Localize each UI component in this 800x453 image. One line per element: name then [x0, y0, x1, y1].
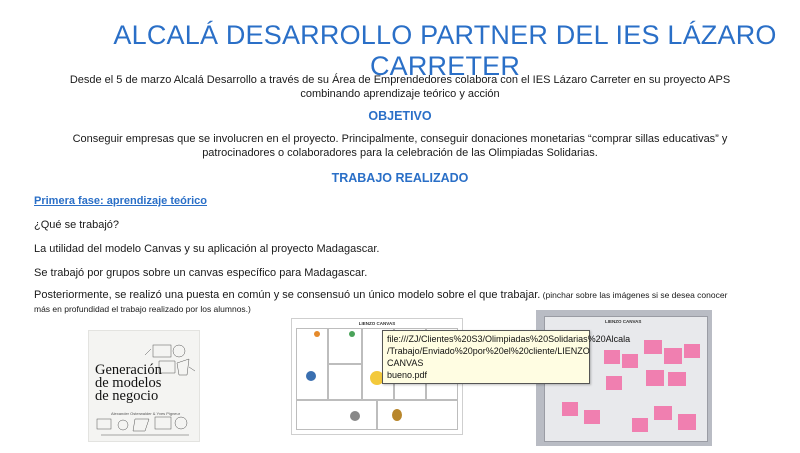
photo-board-title: LIENZO CANVAS — [605, 319, 642, 324]
calculator-icon — [350, 411, 360, 421]
objective-line-2: patrocinadores o colaboradores para la celebración de las Olimpiadas Solidarias. — [202, 147, 598, 159]
paragraph-question: ¿Qué se trabajó? — [34, 219, 119, 231]
book-title-line-2: de modelos — [95, 375, 162, 391]
handshake-icon — [306, 371, 316, 381]
canvas-marker-icon — [314, 331, 320, 337]
tooltip-line-1: file:///ZJ/Clientes%20S3/Olimpiadas%20Solidarias%20Alcala — [387, 334, 631, 344]
sticky-note — [664, 348, 682, 364]
sticky-note — [584, 410, 600, 424]
sticky-note — [622, 354, 638, 368]
sticky-note — [684, 344, 700, 358]
link-tooltip — [382, 330, 631, 384]
canvas-cell-resources — [328, 364, 362, 400]
sticky-note — [654, 406, 672, 420]
sticky-note — [644, 340, 662, 354]
canvas-cell-costs — [296, 400, 377, 430]
canvas-marker-icon — [349, 331, 355, 337]
canvas-cell-partners — [296, 328, 328, 400]
click-hint-b: más en profundidad el trabajo realizado por los alumnos.) — [34, 304, 251, 314]
click-hint-a: (pinchar sobre las imágenes si se desea conocer — [540, 290, 728, 300]
tooltip-line-3: bueno.pdf — [387, 370, 428, 380]
book-title — [95, 364, 195, 403]
sticky-note — [604, 350, 620, 364]
tooltip-line-2: /Trabajo/Enviado%20por%20el%20cliente/LIENZO CANVAS — [387, 346, 590, 368]
canvas-image-title: LIENZO CANVAS — [358, 321, 396, 326]
canvas-cell-revenue — [377, 400, 458, 430]
objective-line-1: Conseguir empresas que se involucren en el proyecto. Principalmente, conseguir donaciones monetarias “comprar sillas educativas” y — [72, 133, 728, 145]
book-title-line-3: de negocio — [95, 388, 159, 404]
intro-line-1: Desde el 5 de marzo Alcalá Desarrollo a través de su Área de Emprendedores colabora con el IES Lázaro Carreter en su proyecto APS — [69, 74, 731, 86]
work-heading: TRABAJO REALIZADO — [331, 171, 469, 185]
book-title-line-1: Generación — [95, 362, 162, 378]
paragraph-canvas-utility: La utilidad del modelo Canvas y su aplicación al proyecto Madagascar. — [34, 243, 380, 255]
intro-text — [40, 73, 760, 101]
sticky-note — [562, 402, 578, 416]
first-phase-link[interactable]: Primera fase: aprendizaje teórico — [34, 195, 208, 207]
paragraph-groups: Se trabajó por grupos sobre un canvas específico para Madagascar. — [34, 267, 368, 279]
consensus-text: Posteriormente, se realizó una puesta en común y se consensuó un único modelo sobre el que trabajar. — [34, 289, 541, 301]
sticky-note — [606, 376, 622, 390]
money-bag-icon — [392, 409, 402, 421]
intro-line-2: combinando aprendizaje teórico y acción — [300, 88, 500, 100]
book-cover-image[interactable] — [88, 330, 200, 442]
objective-text — [40, 132, 760, 160]
sticky-note — [668, 372, 686, 386]
canvas-cell-activities — [328, 328, 362, 364]
sticky-note — [646, 370, 664, 386]
sticky-note — [678, 414, 696, 430]
book-authors: Alexander Osterwalder & Yves Pigneur — [111, 411, 181, 416]
page-title: ALCALÁ DESARROLLO PARTNER DEL IES LÁZARO CARRETER — [113, 20, 777, 81]
sticky-note — [632, 418, 648, 432]
objective-heading: OBJETIVO — [368, 109, 432, 123]
